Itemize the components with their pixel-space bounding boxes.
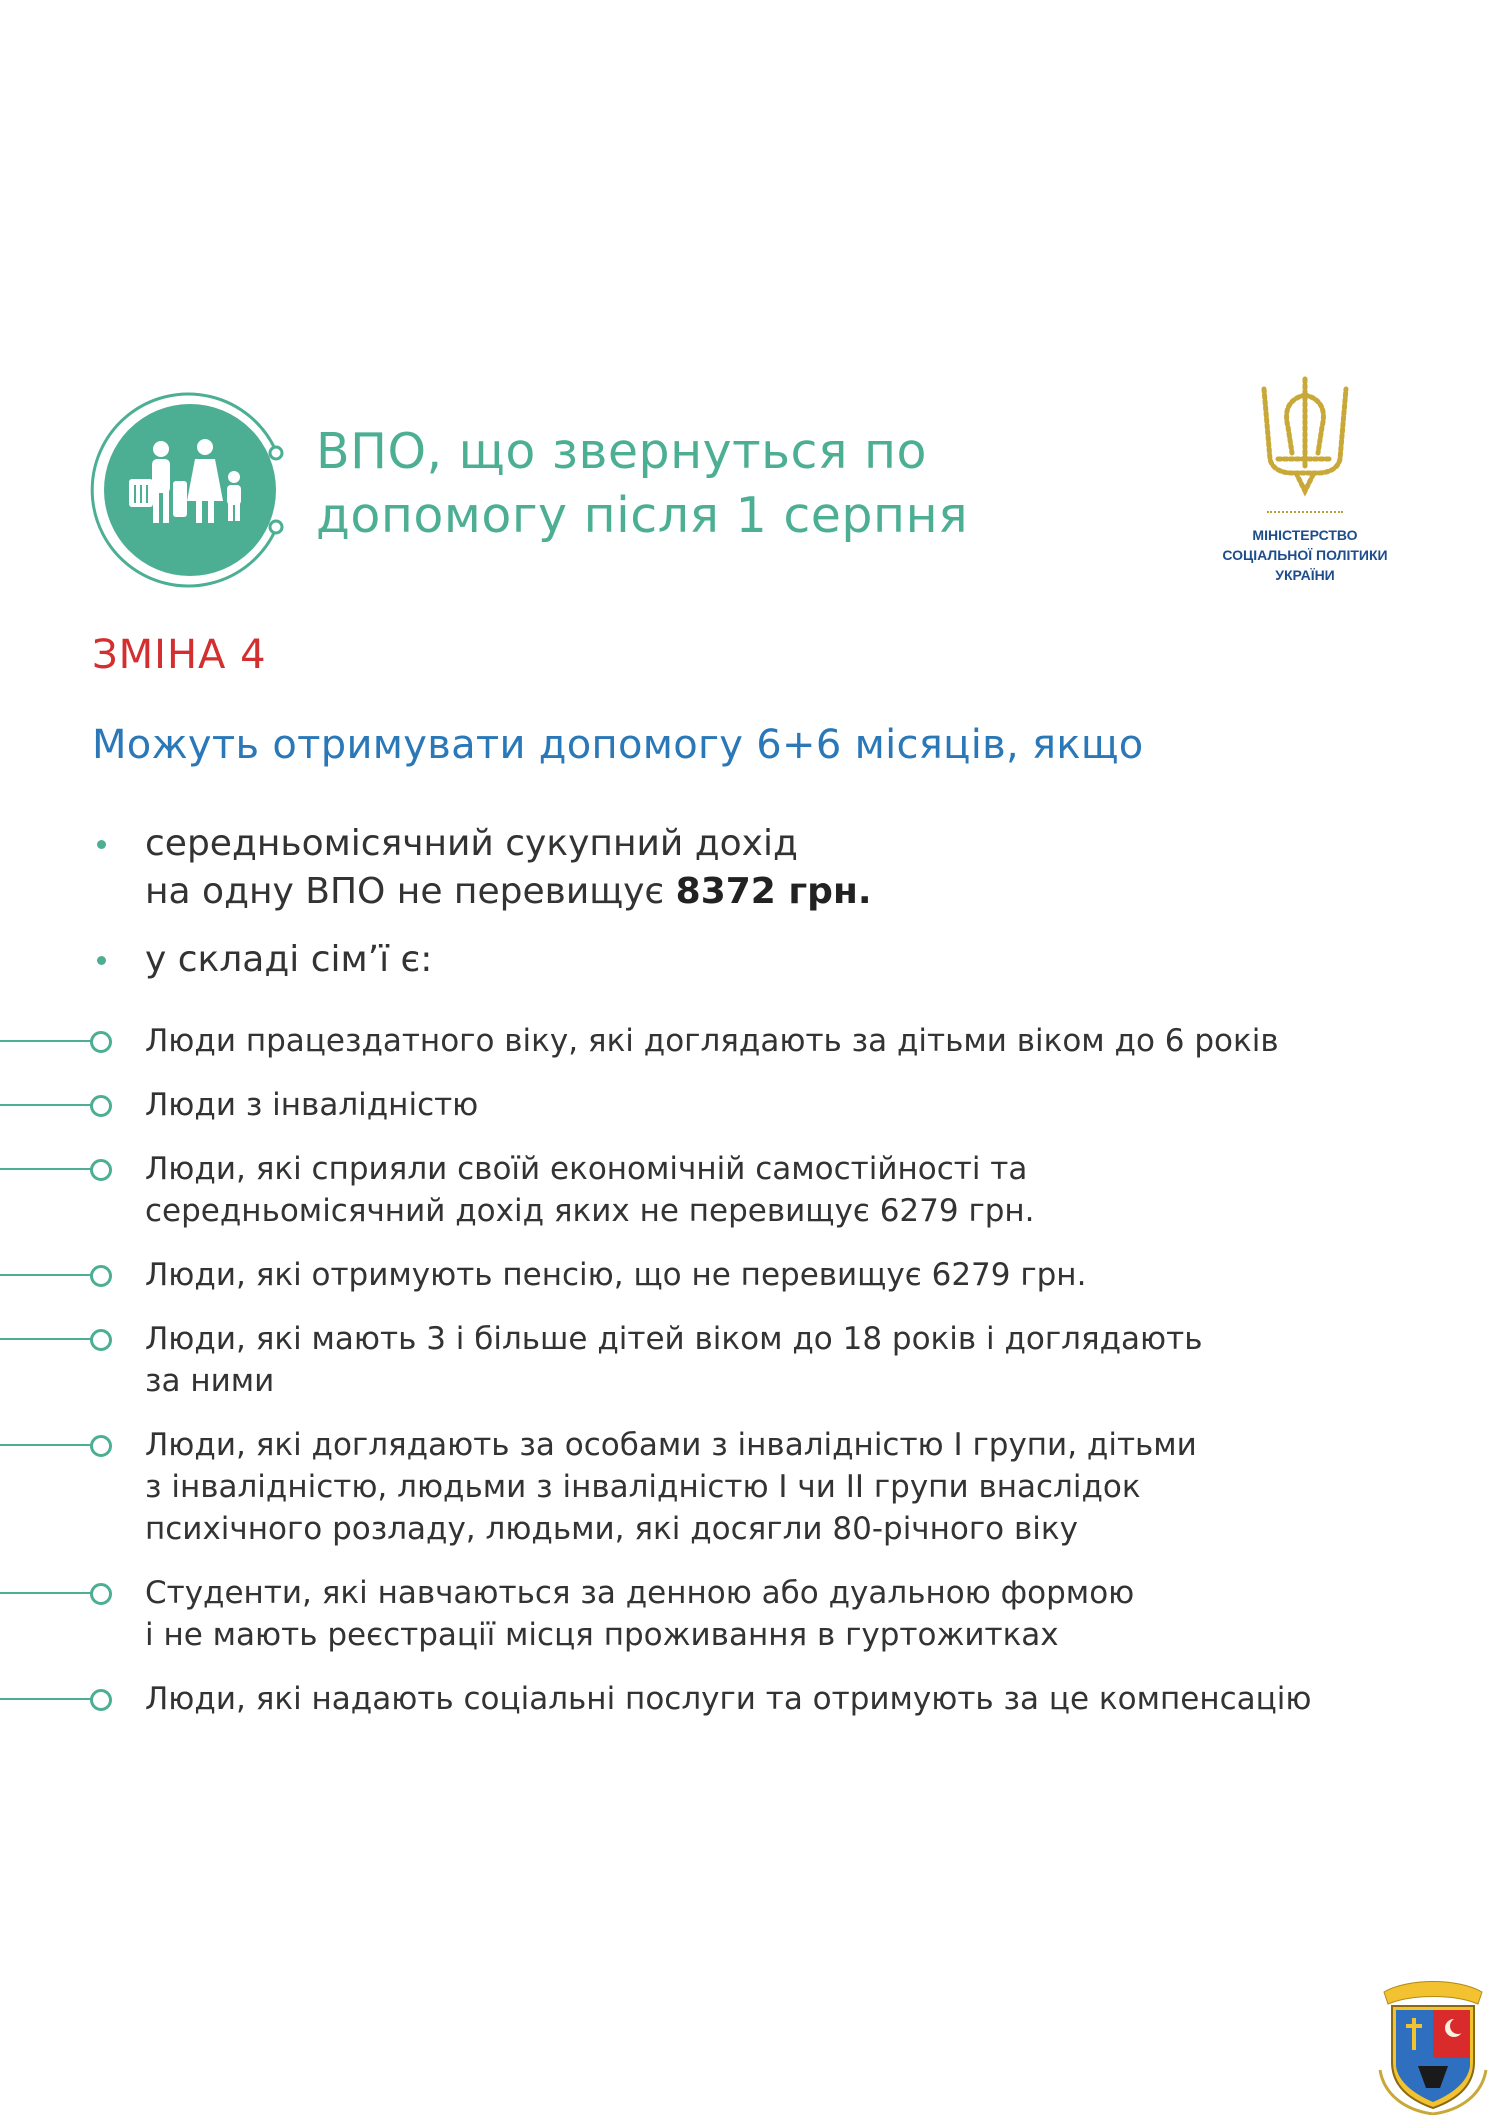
income-threshold: 8372 грн. (675, 871, 872, 912)
condition-family (97, 936, 1197, 984)
page-title-line-2: допомогу після 1 серпня (316, 487, 969, 544)
ring-bullet-icon (90, 1031, 112, 1053)
list-item (0, 1318, 1500, 1402)
list-item-text: за ними (145, 1363, 275, 1399)
list-item-text: Люди працездатного віку, які доглядають за дітьми віком до 6 років (145, 1023, 1279, 1059)
city-coat-of-arms-icon (1378, 1970, 1488, 2115)
page-title (316, 420, 1096, 548)
list-item-text: з інвалідністю, людьми з інвалідністю І чи ІІ групи внаслідок (145, 1469, 1141, 1505)
list-item (0, 1424, 1500, 1550)
condition-income-line-2 (145, 868, 1197, 916)
list-item-text: Люди з інвалідністю (145, 1087, 479, 1123)
connector-line (0, 1698, 92, 1700)
ministry-name (1195, 525, 1415, 585)
list-item (0, 1678, 1500, 1720)
list-item (0, 1254, 1500, 1296)
ring-bullet-icon (90, 1329, 112, 1351)
page-title-line-1: ВПО, що звернуться по (316, 423, 928, 480)
ring-bullet-icon (90, 1095, 112, 1117)
bullet-dot-icon (97, 956, 106, 965)
list-item-text: Студенти, які навчаються за денною або дуальною формою (145, 1575, 1135, 1611)
ministry-name-line-3: УКРАЇНИ (1275, 567, 1335, 583)
ring-bullet-icon (90, 1583, 112, 1605)
ministry-logo (1195, 375, 1415, 590)
connector-line (0, 1104, 92, 1106)
change-label: ЗМІНА 4 (92, 632, 267, 678)
connector-line (0, 1168, 92, 1170)
connector-line (0, 1274, 92, 1276)
trident-emblem-icon (1258, 375, 1352, 497)
connector-line (0, 1444, 92, 1446)
list-item (0, 1572, 1500, 1656)
condition-income (97, 820, 1197, 916)
list-item (0, 1148, 1500, 1232)
connector-line (0, 1338, 92, 1340)
ministry-name-line-1: МІНІСТЕРСТВО (1252, 527, 1358, 543)
condition-income-prefix: на одну ВПО не перевищує (145, 871, 676, 912)
list-item (0, 1084, 1500, 1126)
ring-bullet-icon (90, 1159, 112, 1181)
connector-line (0, 1592, 92, 1594)
condition-family-text: у складі сім’ї є: (145, 939, 433, 980)
bullet-dot-icon (97, 840, 106, 849)
list-item-text: Люди, які отримують пенсію, що не перевищує 6279 грн. (145, 1257, 1087, 1293)
condition-income-line-1: середньомісячний сукупний дохід (145, 823, 798, 864)
list-item-text: Люди, які сприяли своїй економічній самостійності та (145, 1151, 1028, 1187)
list-item-text: середньомісячний дохід яких не перевищує 6279 грн. (145, 1193, 1035, 1229)
conditions-list (97, 820, 1197, 1004)
divider (1267, 511, 1343, 517)
ring-bullet-icon (90, 1265, 112, 1287)
list-item-text: Люди, які мають 3 і більше дітей віком до 18 років і доглядають (145, 1321, 1203, 1357)
list-item (0, 1020, 1500, 1062)
section-subtitle: Можуть отримувати допомогу 6+6 місяців, якщо (92, 722, 1144, 768)
list-item-text: Люди, які надають соціальні послуги та отримують за це компенсацію (145, 1681, 1312, 1717)
ministry-name-line-2: СОЦІАЛЬНОЇ ПОЛІТИКИ (1222, 547, 1388, 563)
ring-bullet-icon (90, 1689, 112, 1711)
list-item-text: психічного розладу, людьми, які досягли 80-річного віку (145, 1511, 1078, 1547)
family-with-luggage-icon (85, 385, 295, 595)
ring-bullet-icon (90, 1435, 112, 1457)
connector-line (0, 1040, 92, 1042)
family-members-list (0, 1020, 1500, 1742)
list-item-text: і не мають реєстрації місця проживання в гуртожитках (145, 1617, 1059, 1653)
list-item-text: Люди, які доглядають за особами з інвалідністю І групи, дітьми (145, 1427, 1197, 1463)
